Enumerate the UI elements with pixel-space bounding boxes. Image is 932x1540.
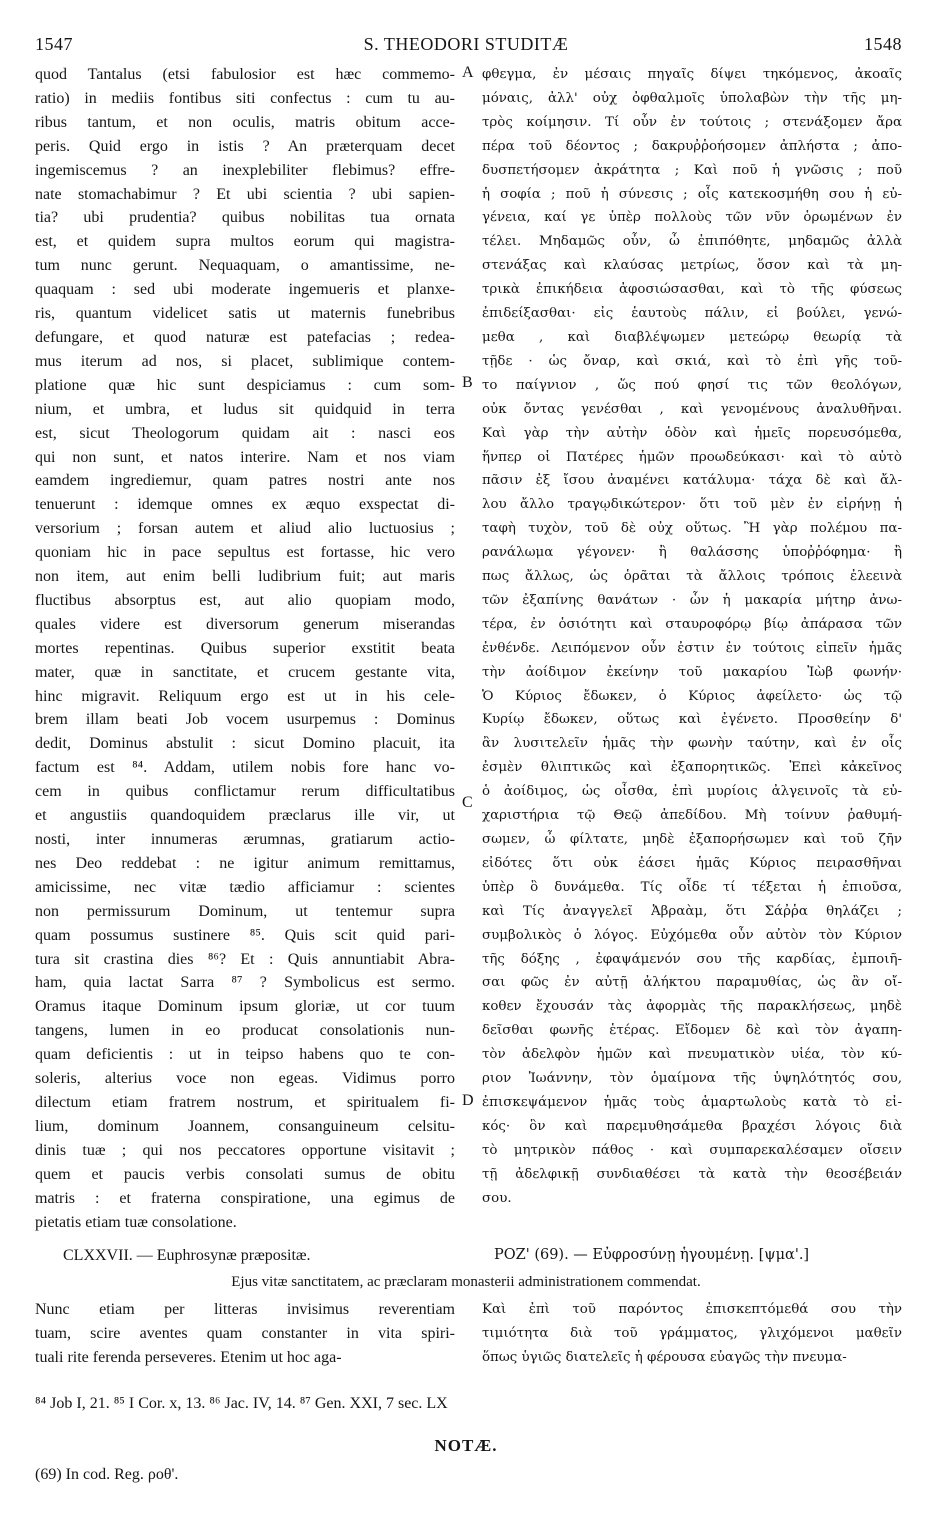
text-line: tuam, scire aventes quam constanter in vita spiri- [35, 1324, 455, 1342]
notae-heading: NOTÆ. [434, 1436, 498, 1455]
text-line: quam deficientis : ut in teipso habens quo te con- [35, 1046, 455, 1064]
text-line: ἐνθένδε. Λειπόμενον οὖν ἐστιν ἐν τούτοις εἰπεῖν ἡμᾶς [482, 640, 902, 656]
text-line: μόναις, ἀλλ' οὐχ ὀφθαλμοῖς ὑπολαβὼν τὴν τῆς μη- [482, 90, 902, 106]
text-line: nate stomachabimur ? Et ubi scientia ? ubi sapien- [35, 185, 455, 203]
text-line: eamdem ingrediemur, quam patres nostri ante nos [35, 472, 455, 490]
text-line: τέλει. Μηδαμῶς οὖν, ὦ ἐπιπόθητε, μηδαμῶς ἀλλὰ [482, 234, 902, 250]
text-line: ris, quantum videlicet satis ut maternis funebribus [35, 305, 455, 323]
text-line: κοθεν ἔχουσάν τὰς ἀφορμὰς τῆς παρακλήσεως, μηδὲ [482, 999, 902, 1015]
margin-letter-c: C [462, 794, 473, 811]
text-line: mater, quæ in sanctitate, et crucem gestante vita, [35, 663, 455, 681]
text-line: γένεια, καί γε ὑπὲρ πολλοὺς τῶν νῦν ὁρωμένων ἐν [482, 210, 902, 226]
text-line: Καὶ γὰρ τὴν αὐτὴν ὁδὸν καὶ ἡμεῖς πορευσόμεθα, [482, 425, 902, 441]
text-line: hinc migravit. Reliquum ergo est ut in his cele- [35, 687, 455, 705]
text-line: nium, et umbra, et ludus sit quidquid in terra [35, 400, 455, 418]
letter-summary: Ejus vitæ sanctitatem, ac præclaram monasterii administrationem commendat. [231, 1274, 701, 1290]
text-line: peris. Quid ergo in istis ? An præterquam decet [35, 137, 455, 155]
text-line: σαι φῶς ἐν αὐτῇ ἀλήκτου παραμυθίας, ὡς ἂν οἴ- [482, 975, 902, 991]
text-line: ταφὴ τυχὸν, τοῦ δὲ οὐχ οὕτως. Ἢ γὰρ πολέμου πα- [482, 521, 902, 537]
text-line: ribus tantum, et non oculis, matris obitum acce- [35, 113, 455, 131]
text-line: pietatis etiam tuæ consolatione. [35, 1213, 237, 1231]
text-line: soleris, alterius voce non egeas. Vidimus porro [35, 1070, 455, 1088]
latin-column [35, 63, 455, 1234]
text-line: ριον Ἰωάννην, τὸν ὁμαίμονα τῆς ὑψηλότητός σου, [482, 1071, 902, 1087]
text-line: versorium ; forsan autem et aliud alio luctuosius ; [35, 520, 455, 538]
latin-letter-start [35, 1298, 455, 1370]
text-line: συμβολικὸς ὁ λόγος. Εὐχόμεθα οὖν αὐτὸν τὸν Κύριον [482, 927, 902, 943]
latin-letter-title: CLXXVII. — Euphrosynæ præpositæ. [63, 1247, 311, 1264]
greek-column [482, 63, 902, 1211]
text-line: et angustiis quandoquidem præclarus ille vir, ut [35, 807, 455, 825]
right-page-number: 1548 [864, 34, 902, 54]
text-line: cem in quibus conflictamur rerum difficultatibus [35, 783, 455, 801]
text-line: τὴν ἀοίδιμον ἐκείνην τοῦ μακαρίου Ἰὼβ φωνήν· [482, 664, 902, 680]
text-line: ἐσμὲν θλιπτικῶς καὶ ἐξαπορητικῶς. Ἐπεὶ κἀκεῖνος [482, 760, 902, 776]
text-line: dilectum etiam fratrem nostrum, et spiritualem fi- [35, 1093, 455, 1111]
text-line: οὐκ ὄντας γενέσθαι , καὶ γενομένους ἀναλυθῆναι. [482, 401, 902, 417]
text-line: dedit, Dominus abstulit : sicut Domino placuit, ita [35, 735, 455, 753]
text-line: dinis tuæ ; qui nos peccatores opportune visitavit ; [35, 1141, 455, 1159]
text-line: χαριστήρια τῷ Θεῷ ἀπεδίδου. Μὴ τοίνυν ῥαθυμή- [482, 808, 902, 824]
text-line: τῆς δόξης , ἐφαψάμενόν σου τῆς καρδίας, ἐμποιῆ- [482, 951, 902, 967]
text-line: mus iterum ad nos, si placet, sublimique contem- [35, 352, 455, 370]
text-line: nes Deo reddebat : ne igitur animum remittamus, [35, 854, 455, 872]
text-line: tum nunc gerunt. Nequaquam, o amantissime, ne- [35, 257, 455, 275]
text-line: matris : et fraterna conspiratione, una egimus de [35, 1189, 455, 1207]
text-line: quoniam hic in pace sepultus est fortasse, hic vero [35, 544, 455, 562]
margin-letter-a: A [462, 64, 474, 81]
text-line: ἥνπερ οἱ Πατέρες ἡμῶν προωδεύκασι· καὶ τὸ αὐτὸ [482, 449, 902, 465]
text-line: quam possumus sustinere ⁸⁵. Quis scit quid pari- [35, 926, 455, 944]
text-line: τρὸς κοίμησιν. Τί οὖν ἐν τούτοις ; στενάξομεν ἄρα [482, 114, 902, 130]
text-line: platione quæ hic sunt despiciamus : cum som- [35, 376, 455, 394]
text-line: φθεγμα, ἐν μέσαις πηγαῖς δίψει τηκόμενος, ἀκοαῖς [482, 67, 902, 82]
text-line: Κυρίῳ ἔδωκεν, οὕτως καὶ ἐγένετο. Προσθείην δ' [482, 712, 902, 728]
text-line: non item, aut enim belli ludibrium fuit; aut maris [35, 568, 455, 586]
text-line: ἡ σοφία ; ποῦ ἡ σύνεσις ; οἷς κατεκοσμήθη σου ἡ εὐ- [482, 186, 902, 202]
text-line: Nunc etiam per litteras invisimus reverentiam [35, 1301, 455, 1318]
text-line: τὸ μητρικὸν πάθος · καὶ συμπαρεκαλέσαμεν οἴσειν [482, 1142, 902, 1158]
text-line: σωμεν, ὦ φίλτατε, μηδὲ ἐξαπορήσωμεν καὶ τοῦ ζῆν [482, 832, 902, 847]
text-line: factum est ⁸⁴. Addam, utilem nobis fore hanc vo- [35, 759, 455, 777]
text-line: lium, dominum Joannem, consanguineum celsitu- [35, 1117, 455, 1135]
text-line: σου. [482, 1190, 512, 1206]
text-line: ὁ ἀοίδιμος, ὡς οἶσθα, ἐπὶ μυρίοις ἀλγεινοῖς τὰ εὐ- [482, 784, 902, 800]
text-line: amicissime, nec vitæ tædio afficiamur : scientes [35, 878, 455, 896]
text-line: το παίγνιον , ὥς πού φησί τις τῶν θεολόγων, [482, 377, 902, 393]
text-line: ἐπισκεψάμενον ἡμᾶς τοὺς ἁμαρτωλοὺς κατὰ τὸ εἰ- [482, 1094, 902, 1110]
text-line: ὅπως ὑγιῶς διατελεῖς ἡ φέρουσα εὐαγῶς τὴν πνευμα- [482, 1349, 847, 1365]
text-line: defungare, et quod naturæ est patefacias ; redea- [35, 328, 455, 346]
text-line: ingemiscemus ? an inexplebiliter flebimus? effre- [35, 161, 455, 179]
text-line: tenuerunt : idemque omnes ex æquo exspectat di- [35, 496, 455, 514]
text-line: τὸν ἀδελφὸν ἡμῶν καὶ πνευματικὸν υἱέα, τὸν κύ- [482, 1047, 902, 1063]
footnotes: ⁸⁴ Job I, 21. ⁸⁵ I Cor. x, 13. ⁸⁶ Jac. IV, 14. ⁸⁷ Gen. XXI, 7 sec. LX [35, 1395, 448, 1412]
text-line: ἂν λυσιτελεῖν ἡμᾶς τὴν φωνὴν ταύτην, καὶ ἐν οἷς [482, 736, 902, 752]
text-line: κός· ὃν καὶ παρεμυθησάμεθα βραχέσι λόγοις διὰ [482, 1118, 902, 1134]
margin-letter-b: B [462, 374, 473, 391]
text-line: δυσπετήσομεν ἀκράτητα ; Καὶ ποῦ ἡ γνῶσις ; ποῦ [482, 162, 902, 178]
text-line: τῇ ἀδελφικῇ συνδιαθέσει τὰ κατὰ τὴν θεοσέβειάν [482, 1166, 902, 1182]
text-line: quales videre est diversorum generum miserandas [35, 615, 455, 633]
text-line: τέρα, ἐν ὁσιότητι καὶ σταυροφόρῳ βίῳ ἀπάρασα τῶν [482, 616, 902, 632]
text-line: μεθα , καὶ διαβλέψωμεν μετεώρῳ θεωρίᾳ τὰ [482, 329, 902, 345]
text-line: Oramus itaque Dominum ipsum gloriæ, ut cor tuum [35, 998, 455, 1016]
text-line: tura sit crastina dies ⁸⁶? Et : Quis annuntiabit Abra- [35, 950, 455, 968]
text-line: tangens, lumen in eo producat consolationis nun- [35, 1022, 455, 1040]
text-line: qui non sunt, et natos interire. Nam et nos viam [35, 448, 455, 466]
text-line: τιμιότητα διὰ τοῦ γράμματος, γλιχόμενοι μαθεῖν [482, 1325, 902, 1341]
left-page-number: 1547 [35, 34, 73, 54]
text-line: tia? ubi prudentia? quibus nobilitas tua ornata [35, 209, 455, 227]
text-line: στενάξας καὶ κλαύσας μετρίως, ὅσον καὶ τὰ μη- [482, 258, 902, 274]
text-line: quem et paucis verbis consolati sumus de obitu [35, 1165, 455, 1183]
text-line: λου ἄλλο τραγῳδικώτερον· ὅτι τοῦ μὲν ἐν εἰρήνῃ ἡ [482, 497, 902, 513]
text-line: πέρα τοῦ δέοντος ; δακρυῤῥοήσομεν ἀπλήστα ; ἀπο- [482, 138, 902, 154]
text-line: πως ἄλλως, ὡς ὁρᾶται τὰ ἄλλοις τρόποις ἐλεεινὰ [482, 569, 902, 585]
note-69: (69) In cod. Reg. ροθ'. [35, 1466, 179, 1483]
text-line: brem illam beati Job vocem usurpemus : Dominus [35, 711, 455, 729]
text-line: εἰδότες ὅτι οὐκ ἐάσει ἡμᾶς Κύριος πειρασθῆναι [482, 855, 902, 871]
text-line: non permissurum Dominum, ut tentemur supra [35, 902, 455, 920]
text-line: quod Tantalus (etsi fabulosior est hæc commemo- [35, 66, 455, 83]
text-line: fluctibus absorptus est, aut alio quopiam modo, [35, 591, 455, 609]
text-line: est, et quidem supra multos eorum qui magistra- [35, 233, 455, 251]
text-line: quaquam : sed ubi moderate ingemueris et planxe- [35, 281, 455, 299]
text-line: τρικὰ ἐπικήδεια ἀφοσιώσασθαι, καὶ τὸ τῆς φύσεως [482, 282, 902, 298]
text-line: Ὁ Κύριος ἔδωκεν, ὁ Κύριος ἀφείλετο· ὡς τῷ [482, 688, 902, 704]
margin-letter-d: D [462, 1092, 474, 1109]
text-line: ἐπιδείξασθαι· εἰς ἑαυτοὺς πάλιν, εἰ βούλει, γενώ- [482, 306, 902, 322]
text-line: est, sicut Theologorum quidam ait : nasci eos [35, 424, 455, 442]
text-line: ham, quia lactat Sarra ⁸⁷ ? Symbolicus est sermo. [35, 974, 455, 992]
text-line: tuali rite ferenda perseveres. Etenim ut hoc aga- [35, 1348, 342, 1366]
text-line: ratio) in mediis fontibus siti confectus : cum tu au- [35, 89, 455, 107]
text-line: τῇδε · ὡς ὄναρ, καὶ σκιά, καὶ τὸ ἐπὶ γῆς τοῦ- [482, 353, 902, 369]
text-line: τῶν ἐξαπίνης θανάτων · ὧν ἡ μακαρία μήτηρ ἀνω- [482, 592, 902, 608]
greek-letter-start [482, 1298, 902, 1370]
running-title: S. THEODORI STUDITÆ [363, 34, 569, 54]
greek-letter-title: ΡΟΖ' (69). — Εὐφροσύνῃ ἡγουμένῃ. [ψμα'.] [494, 1247, 810, 1263]
text-line: ρανάλωμα γέγονεν· ἢ θαλάσσης ὑποῤῥόφημα· ἢ [482, 545, 902, 561]
text-line: δεῖσθαι φωνῆς ἑτέρας. Εἴδομεν δὲ καὶ τὸν ἀγαπη- [482, 1023, 902, 1039]
text-line: mortes repentinas. Quibus superior exstitit beata [35, 639, 455, 657]
text-line: καὶ Τίς ἀναγγελεῖ Ἀβραὰμ, ὅτι Σάῤῥα θηλάζει ; [482, 903, 902, 919]
text-line: ὑπὲρ ὃ δυνάμεθα. Τίς οἶδε τί τέξεται ἡ ἐπιοῦσα, [482, 879, 902, 895]
text-line: Καὶ ἐπὶ τοῦ παρόντος ἐπισκεπτόμεθά σου τὴν [482, 1302, 902, 1317]
text-line: nosti, inter innumeras ærumnas, gratiarum actio- [35, 831, 455, 848]
text-line: πᾶσιν ἐξ ἴσου ἀναμένει κατάλυμα· τάχα δὲ καὶ ἄλ- [482, 473, 902, 489]
